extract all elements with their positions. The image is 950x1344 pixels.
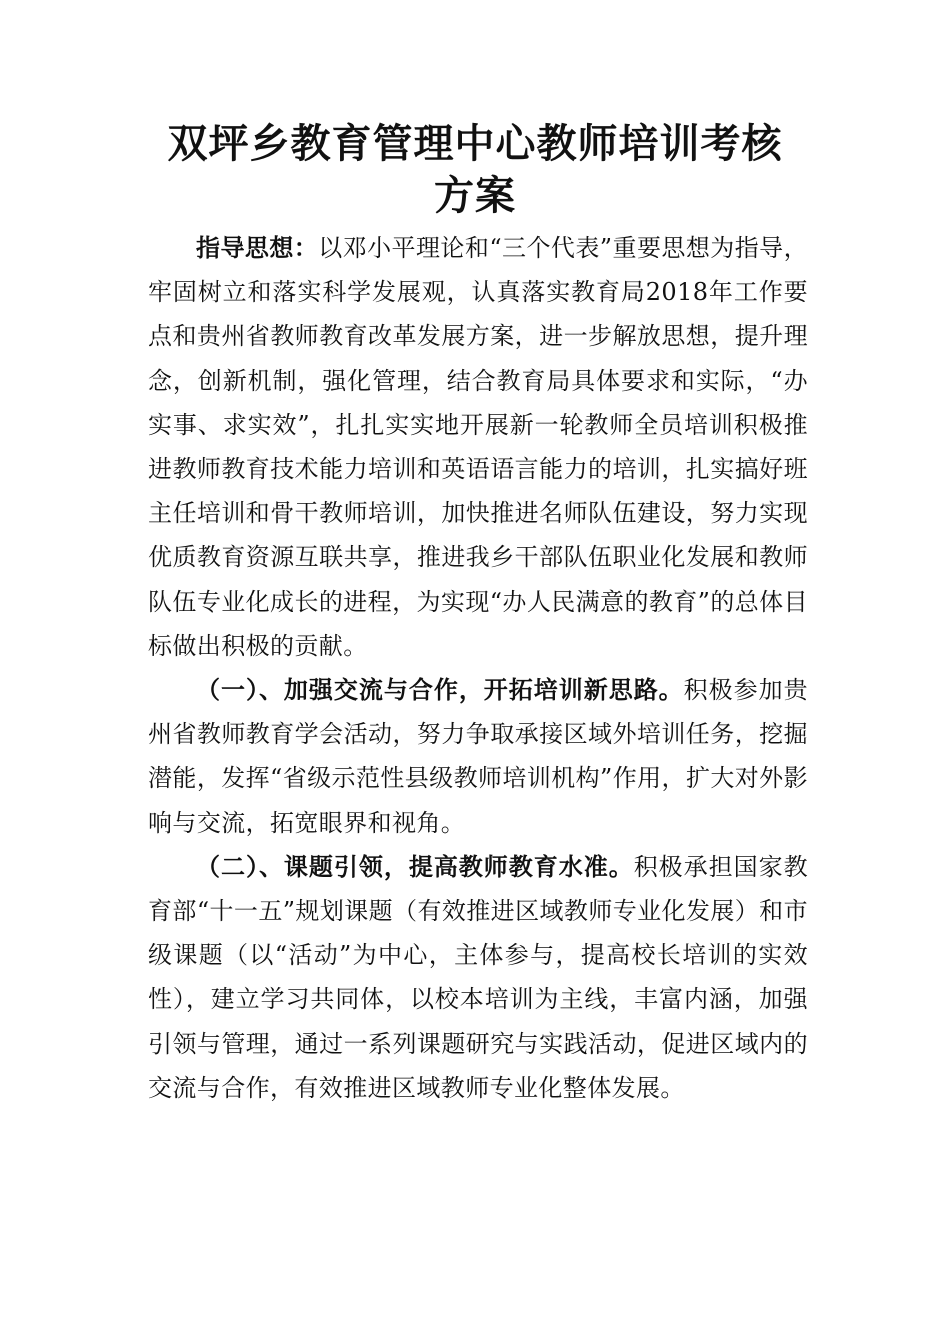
- document-title-line-2: 方案: [434, 172, 516, 219]
- document-title: [0, 118, 950, 222]
- paragraph-lead: （一）、加强交流与合作，开拓培训新思路。: [196, 675, 684, 705]
- paragraph-text: 以邓小平理论和“三个代表”重要思想为指导，牢固树立和落实科学发展观，认真落实教育局2018年工作要点和贵州省教师教育改革发展方案，进一步解放思想，提升理念，创新机制，强化管理，结合教育局具体要求和实际，“办实事、求实效”，扎扎实实地开展新一轮教师全员培训积极推进教师教育技术能力培训和英语语言能力的培训，扎实搞好班主任培训和骨干教师培训，加快推进名师队伍建设，努力实现优质教育资源互联共享，推进我乡干部队伍职业化发展和教师队伍专业化成长的进程，为实现“办人民满意的教育”的总体目标做出积极的贡献。: [148, 234, 809, 660]
- paragraph-lead: 指导思想：: [196, 233, 319, 262]
- document-title-line-1: 双坪乡教育管理中心教师培训考核: [167, 120, 783, 167]
- document-body: [148, 226, 808, 1110]
- paragraph-section-1: [148, 668, 808, 845]
- paragraph-section-2: [148, 845, 808, 1110]
- paragraph-lead: （二）、课题引领，提高教师教育水准。: [196, 851, 634, 881]
- paragraph-text: 积极参加贵州省教师教育学会活动，努力争取承接区域外培训任务，挖掘潜能，发挥“省级示范性县级教师培训机构”作用，扩大对外影响与交流，拓宽眼界和视角。: [148, 676, 809, 837]
- paragraph-text: 积极承担国家教育部“十一五”规划课题（有效推进区域教师专业化发展）和市级课题（以“活动”为中心，主体参与，提高校长培训的实效性），建立学习共同体，以校本培训为主线，丰富内涵，加强引领与管理，通过一系列课题研究与实践活动，促进区域内的交流与合作，有效推进区域教师专业化整体发展。: [148, 852, 808, 1102]
- paragraph-guiding-ideology: [148, 226, 808, 668]
